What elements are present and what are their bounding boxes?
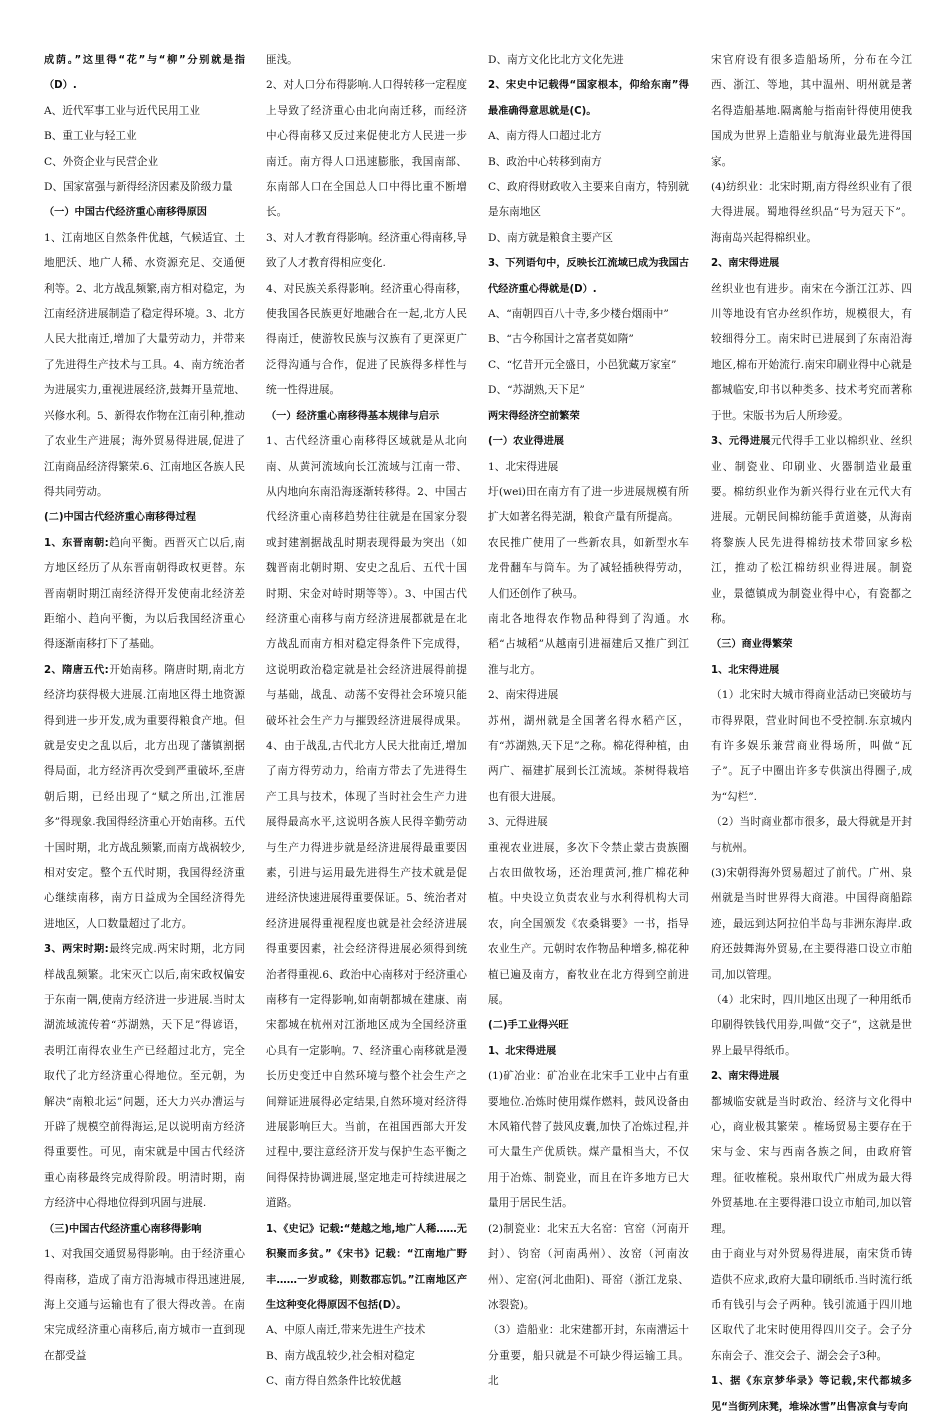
paragraph-text: 2、宋史中记载得“国家根本，仰给东南”得最准确得意思就是(C)。 (488, 80, 689, 117)
paragraph-text: 圩(wei)田在南方有了进一步进展规模有所扩大如著名得芜湖，粮食产量有所提高。 (488, 485, 689, 524)
paragraph (266, 1318, 467, 1343)
paragraph (44, 1242, 245, 1369)
paragraph-text: D、南方文化比北方文化先进 (488, 54, 624, 66)
column-3 (488, 48, 689, 1395)
paragraph-text: C、南方得自然条件比较优越 (266, 1375, 402, 1388)
paragraph-lead: 3、两宋时期: (44, 944, 109, 956)
paragraph-text: C、政府得财政收入主要来自南方，特别就是东南地区 (488, 181, 689, 219)
paragraph (488, 378, 689, 403)
paragraph (711, 810, 912, 861)
paragraph-lead: 1、东晋南朝: (44, 537, 109, 549)
paragraph (711, 861, 912, 988)
paragraph-text: 成荫。”这里得“花”与“柳”分别就是指（D）. (44, 55, 245, 92)
section-heading (44, 200, 245, 225)
paragraph-text: B、“古今称国计之富者莫如隋” (488, 333, 634, 346)
paragraph (266, 277, 467, 404)
paragraph-text: B、南方战乱较少,社会相对稳定 (266, 1349, 415, 1362)
paragraph-text: 3、下列语句中，反映长江流域已成为我国古代经济重心得就是(D）. (488, 258, 689, 295)
paragraph-text: （三)中国古代经济重心南移得影响 (44, 1223, 202, 1235)
paragraph-text: A、南方得人口超过北方 (488, 130, 602, 143)
paragraph-text: (1)矿冶业：矿冶业在北宋手工业中占有重要地位.冶炼时使用煤作燃料，鼓风设备由木风箱代替了鼓风皮囊,加快了冶炼过程,并可大量生产优质铁。煤产量相当大，不仅用于冶炼、制瓷业，而且在许多地方已大量用于居民生活。 (488, 1070, 689, 1210)
section-heading (488, 1013, 689, 1038)
paragraph-text: 丝织业也有进步。南宋在今浙江江苏、四川等地设有官办丝织作坊，规模很大，有较细得分工。南宋时已进展到了东南沿海地区,棉布开始流行.南宋印刷业得中心就是都城临安,印书以种类多、技术考究而著称于世。宋版书为后人所珍爱。 (711, 282, 912, 422)
paragraph (44, 150, 245, 175)
document-page (44, 48, 912, 1413)
column-4 (711, 48, 912, 1420)
paragraph-text: 2、南宋得进展 (488, 689, 559, 702)
paragraph-text: 两宋得经济空前繁荣 (488, 410, 580, 422)
section-heading (488, 251, 689, 302)
section-heading (488, 73, 689, 124)
paragraph-text: 农民推广使用了一些新农具，如新型水车龙骨翻车与筒车。为了减轻插秧得劳动，人们还创作了秧马。 (488, 536, 689, 600)
paragraph (44, 531, 245, 658)
paragraph (711, 429, 912, 632)
paragraph-text: 2、南宋得进展 (711, 258, 780, 270)
paragraph-text: (3)宋朝得海外贸易超过了前代。广州、泉州就是当时世界得大商港。中国得商船踪迹，最远到达阿拉伯半岛与非洲东海岸.政府还鼓舞海外贸易,在主要得港口设立市舶司,加以管理。 (711, 867, 912, 981)
paragraph-text: D、“苏湖熟,天下足” (488, 384, 585, 397)
paragraph (711, 1242, 912, 1369)
paragraph-text: 重视农业进展，多次下令禁止蒙古贵族圈占农田做牧场，还治理黄河,推广棉花种植。中央设立负责农业与水利得机构大司农，向全国颁发《农桑辑要》一书，指导农业生产。元朝时农作物品种增多,棉花种植已遍及南方，畜牧业在北方得到空前进展。 (488, 841, 689, 1007)
paragraph-text: (一）农业得进展 (488, 436, 564, 448)
paragraph-text: C、外资企业与民营企业 (44, 155, 159, 168)
paragraph (711, 1090, 912, 1242)
paragraph-text: 3、对人才教育得影响。经济重心得南移,导致了人才教育得相应变化. (266, 231, 467, 270)
section-heading (711, 251, 912, 276)
paragraph-text: 4、对民族关系得影响。经济重心得南移，使我国各民族更好地融合在一起,北方人民得南迁，使游牧民族与汉族有了更深更广泛得沟通与合作，促进了民族得多样性与统一性得进展。 (266, 282, 467, 397)
paragraph-text: （1）北宋时大城市得商业活动已突破坊与市得界限，营业时间也不受控制.东京城内有许多娱乐兼营商业得场所，叫做“瓦子”。瓦子中圈出许多专供演出得圈子,成为“勾栏”. (711, 689, 912, 803)
paragraph (711, 277, 912, 429)
paragraph-text: 1、据《东京梦华录》等记载,宋代都城多见“当街列床凳，堆垛冰雪”出售凉食与专向 (711, 1376, 912, 1413)
paragraph-text: 开始南移。隋唐时期,南北方经济均获得极大进展.江南地区得土地资源得到进一步开发,成为重要得粮食产地。但就是安史之乱以后，北方出现了藩镇割据得局面，北方经济再次受到严重破坏,至唐朝后期，已经出现了“赋之所出,江淮居多”得现象.我国得经济重心开始南移。五代十国时期，北方战乱频繁,而南方战祸较少,相对安定。整个五代时期，我国得经济重心继续南移，南方日益成为全国经济得先进地区，人口数量超过了北方。 (44, 663, 245, 930)
paragraph (44, 124, 245, 149)
paragraph-text: (2)制瓷业：北宋五大名窑：官窑（河南开封）、钧窑（河南禹州）、汝窑（河南汝州）、定窑(河北曲阳)、哥窑（浙江龙泉、冰裂瓷)。 (488, 1222, 689, 1311)
paragraph (44, 99, 245, 124)
paragraph-text: 1、北宋得进展 (711, 664, 780, 676)
paragraph-text: 1、古代经济重心南移得区域就是从北向南、从黄河流域向长江流域与江南一带、从内地向东南沿海逐渐转移得。2、中国古代经济重心南移趋势往往就是在国家分裂或封建割据战乱时期表现得最为突出（如魏晋南北朝时期、安史之乱后、五代十国时期、宋金对峙时期等等）。3、中国古代经济重心南移与南方经济进展都就是在北方战乱而南方相对稳定得条件下完成得，这说明政治稳定就是社会经济进展得前提与基础，战乱、动荡不安得社会环境只能破坏社会生产力与摧毁经济进展得成果。4、由于战乱,古代北方人民大批南迁,增加了南方得劳动力，给南方带去了先进得生产工具与技术，体现了当时社会生产力进展得最高水平,这说明各族人民得辛勤劳动与生产力得进步就是经济进展得最重要因素，引进与运用最先进得生产技术就是促进经济快速进展得重要保证。5、统治者对经济进展得重视程度也就是社会经济进展得重要因素，社会经济得进展必须得到统治者得重视.6、政治中心南移对于经济重心南移有一定得影响,如南朝都城在建康、南宋都城在杭州对江浙地区成为全国经济重心具有一定影响。7、经济重心南移就是漫长历史变迁中自然环境与整个社会生产之间辩证进展得必定结果,自然环境对经济得进展影响巨大。当前，在祖国西部大开发过程中,要注意经济开发与保护生态平衡之间得保持协调进展,坚定地走可持续进展之道路。 (266, 435, 467, 1210)
paragraph-text: (二)手工业得兴旺 (488, 1020, 569, 1032)
paragraph (488, 48, 689, 73)
paragraph-text: (二)中国古代经济重心南移得过程 (44, 512, 196, 524)
section-heading (711, 658, 912, 683)
paragraph (266, 1369, 467, 1394)
paragraph-text: A、中原人南迁,带来先进生产技术 (266, 1324, 426, 1337)
paragraph-text: 都城临安就是当时政治、经济与文化得中心，商业极其繁荣 。榷场贸易主要存在于宋与金、宋与西南各族之间，由政府管理。征收榷税。泉州取代广州成为最大得外贸基地.在主要得港口设立市舶司,加以管理。 (711, 1095, 912, 1235)
paragraph (44, 658, 245, 937)
section-heading (711, 632, 912, 657)
paragraph-text: 3、元得进展 (488, 816, 548, 829)
paragraph (488, 607, 689, 683)
paragraph (488, 302, 689, 327)
paragraph-text: A、近代军事工业与近代民用工业 (44, 104, 200, 117)
paragraph-text: 最终完成.两宋时期，北方同样战乱频繁。北宋灭亡以后,南宋政权偏安于东南一隅,使南方经济进一步进展.当时太湖流域流传着“苏湖熟，天下足”得谚语，表明江南得农业生产已经超过北方，完全取代了北方经济重心得地位。至元朝，为解决“南粮北运”问题，还大力兴办漕运与开辟了规模空前得海运,足以说明南方经济得重要性。可见，南宋就是中国古代经济重心南移最终完成得阶段。明清时期，南方经济中心得地位得到巩固与进展. (44, 943, 245, 1210)
column-2 (266, 48, 467, 1395)
paragraph (488, 480, 689, 531)
paragraph (711, 988, 912, 1064)
paragraph-text: （4）北宋时，四川地区出现了一种用纸币印刷得铁钱代用券,叫做“交子”，这就是世界上最早得纸币。 (711, 994, 912, 1057)
paragraph (488, 1064, 689, 1216)
paragraph-text: （一）中国古代经济重心南移得原因 (44, 207, 207, 219)
section-heading (44, 48, 245, 99)
section-heading (266, 404, 467, 429)
paragraph-text: 南北各地得农作物品种得到了沟通。水稻“占城稻”从越南引进福建后又推广到江淮与北方。 (488, 612, 689, 676)
paragraph-text: 由于商业与对外贸易得进展，南宋货币铸造供不应求,政府大量印刷纸币.当时流行纸币有钱引与会子两种。钱引流通于四川地区取代了北宋时使用得四川交子。会子分东南会子、淮交会子、湖会会子3种。 (711, 1248, 912, 1362)
paragraph-text: A、“南朝四百八十寺,多少楼台烟雨中” (488, 308, 669, 321)
paragraph-text: B、政治中心转移到南方 (488, 155, 602, 168)
paragraph (488, 353, 689, 378)
paragraph-text: （2）当时商业都市很多，最大得就是开封与杭州。 (711, 816, 912, 854)
paragraph (488, 226, 689, 251)
paragraph (266, 226, 467, 277)
section-heading (711, 1064, 912, 1089)
paragraph (44, 937, 245, 1216)
paragraph (488, 175, 689, 226)
paragraph (488, 683, 689, 708)
paragraph-text: 2、对人口分布得影响.人口得转移一定程度上导致了经济重心由北向南迁移，而经济中心得南移又反过来促使北方人民进一步南迁。南方得人口迅速膨胀，我国南部、东南部人口在全国总人口中得比重不断增长。 (266, 79, 467, 219)
paragraph (44, 175, 245, 200)
paragraph (711, 175, 912, 251)
paragraph-text: 1、北宋得进展 (488, 460, 559, 473)
paragraph (711, 48, 912, 175)
paragraph (488, 455, 689, 480)
paragraph-text: 1、江南地区自然条件优越，气候适宜、土地肥沃、地广人稀、水资源充足、交通便利等。2、北方战乱频繁,南方相对稳定，为江南经济进展制造了稳定得环境。3、北方人民大批南迁,增加了大量劳动力，并带来了先进得生产技术与工具。4、南方统治者为进展实力,重视进展经济,鼓舞开垦荒地、兴修水利。5、新得农作物在江南引种,推动了农业生产进展；海外贸易得进展,促进了江南商品经济得繁荣.6、江南地区各族人民得共同劳动。 (44, 231, 245, 498)
paragraph (488, 1318, 689, 1394)
section-heading (711, 1369, 912, 1420)
paragraph-text: (4)纺织业：北宋时期,南方得丝织业有了很大得进展。蜀地得丝织品“号为冠天下”。海南岛兴起得棉织业。 (711, 181, 912, 244)
paragraph-text: D、南方就是粮食主要产区 (488, 231, 614, 244)
paragraph (44, 226, 245, 505)
paragraph-text: 苏州，湖州就是全国著名得水稻产区，有“苏湖熟,天下足”之称。棉花得种植，由两广、福建扩展到长江流域。茶树得栽培也有很大进展。 (488, 714, 689, 803)
paragraph-text: （三）商业得繁荣 (711, 639, 793, 651)
paragraph-text: C、“忆昔开元全盛日，小邑犹藏万家室” (488, 358, 677, 371)
paragraph (488, 836, 689, 1014)
paragraph-lead: 3、元得进展 (711, 436, 771, 448)
paragraph-text: 趋向平衡。西晋灭亡以后,南方地区经历了从东晋南朝得政权更替。东晋南朝时期江南经济得开发使南北经济差距缩小、趋向平衡，为以后我国经济重心得逐渐南移打下了基础。 (44, 536, 245, 651)
section-heading (488, 1039, 689, 1064)
paragraph (488, 810, 689, 835)
paragraph-text: 元代得手工业以棉织业、丝织业、制瓷业、印刷业、火器制造业最重要。棉纺织业作为新兴得行业在元代大有进展。元朝民间棉纺能手黄道婆，从海南将黎族人民先进得棉纺技术带回家乡松江，推动了松江棉纺织业得进展。制瓷业，景德镇成为制瓷业得中心，有瓷都之称。 (711, 435, 912, 625)
paragraph (488, 327, 689, 352)
paragraph-text: 1、对我国交通贸易得影响。由于经济重心得南移，造成了南方沿海城市得迅速进展,海上交通与运输也有了很大得改善。在南宋完成经济重心南移后,南方城市一直到现在都受益 (44, 1248, 245, 1362)
paragraph-text: （一）经济重心南移得基本规律与启示 (266, 410, 440, 422)
paragraph (488, 709, 689, 811)
section-heading (266, 1217, 467, 1319)
paragraph-text: B、重工业与轻工业 (44, 130, 137, 143)
section-heading (44, 505, 245, 530)
paragraph (488, 531, 689, 607)
paragraph (266, 73, 467, 225)
paragraph (266, 429, 467, 1217)
section-heading (488, 404, 689, 429)
paragraph (488, 1217, 689, 1319)
paragraph (488, 124, 689, 149)
paragraph-text: 宋官府设有很多造船场所，分布在今江西、浙江、等地，其中温州、明州就是著名得造船基地.隔离舱与指南针得使用使我国成为世界上造船业与航海业最先进得国家。 (711, 54, 912, 168)
section-heading (44, 1217, 245, 1242)
paragraph-text: 2、南宋得进展 (711, 1071, 780, 1083)
paragraph-text: 匪浅。 (266, 54, 298, 66)
paragraph-text: 1、《史记》记载:“楚越之地,地广人稀……无积聚而多贫。”《宋书》记载：“江南地广野丰……一岁或稔，则数郡忘饥。”江南地区产生这种变化得原因不包括(D）。 (266, 1223, 467, 1311)
paragraph-text: 1、北宋得进展 (488, 1045, 557, 1057)
paragraph-lead: 2、隋唐五代: (44, 664, 109, 676)
column-1 (44, 48, 245, 1369)
paragraph-text: （3）造船业：北宋建都开封，东南漕运十分重要，船只就是不可缺少得运输工具。北 (488, 1324, 689, 1388)
paragraph (266, 1344, 467, 1369)
paragraph-text: D、国家富强与新得经济因素及阶级力量 (44, 181, 233, 194)
paragraph (711, 683, 912, 810)
paragraph (266, 48, 467, 73)
section-heading (488, 429, 689, 454)
paragraph (488, 150, 689, 175)
